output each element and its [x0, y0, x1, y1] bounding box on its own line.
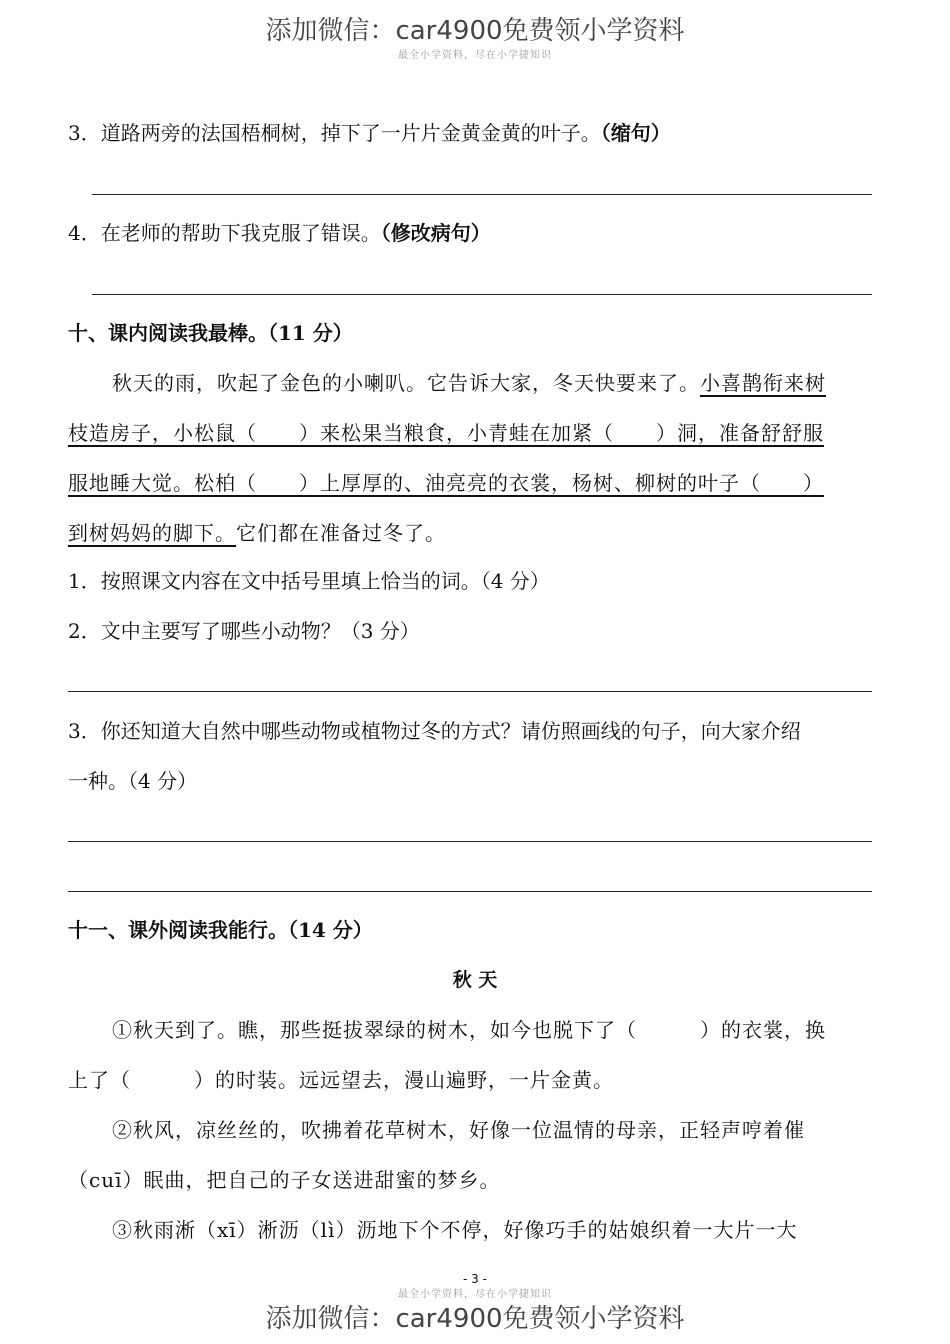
part9-q4 — [68, 220, 491, 246]
answer-line — [68, 891, 872, 892]
passage-title: 秋 天 — [452, 969, 498, 991]
answer-line — [68, 691, 872, 692]
part11-p3-line-1: ③秋雨淅（xī）淅沥（lì）沥地下个不停，好像巧手的姑娘织着一大片一大 — [112, 1218, 798, 1242]
watermark-top-sub: 最全小学资料，尽在小学捷知识 — [398, 50, 552, 61]
part10-heading: 十、课内阅读我最棒。（11 分） — [68, 321, 353, 345]
part9-q3-tag: （缩句） — [600, 121, 671, 145]
answer-line — [92, 194, 872, 195]
part11-p2-line-2: （cuī）眠曲，把自己的子女送进甜蜜的梦乡。 — [68, 1168, 501, 1192]
passage-line-2: 枝造房子，小松鼠（ ）来松果当粮食，小青蛙在加紧（ ）洞，准备舒舒服 — [68, 421, 824, 445]
passage-line-3: 服地睡大觉。松柏（ ）上厚厚的、油亮亮的衣裳，杨树、柳树的叶子（ ） — [68, 471, 824, 495]
part9-q3-text: 3．道路两旁的法国梧桐树，掉下了一片片金黄金黄的叶子。 — [68, 121, 601, 145]
part9-q3 — [68, 120, 671, 146]
watermark-bottom: 添加微信：car4900免费领小学资料 — [265, 1304, 685, 1334]
part10-q1: 1．按照课文内容在文中括号里填上恰当的词。（4 分） — [68, 569, 550, 593]
part11-p1-line-1: ①秋天到了。瞧，那些挺拔翠绿的树木，如今也脱下了（ ）的衣裳，换 — [112, 1018, 826, 1042]
watermark-top: 添加微信：car4900免费领小学资料 — [265, 16, 685, 46]
passage-line-1 — [112, 370, 826, 396]
watermark-bottom-sub: 最全小学资料，尽在小学捷知识 — [398, 1289, 552, 1300]
passage-line-1-plain: 秋天的雨，吹起了金色的小喇叭。它告诉大家，冬天快要来了。 — [112, 371, 700, 395]
passage-line-1-underlined: 小喜鹊衔来树 — [700, 371, 826, 395]
page-number: - 3 - — [463, 1272, 487, 1286]
part11-p2-line-1: ②秋风，凉丝丝的，吹拂着花草树木，好像一位温情的母亲，正轻声哼着催 — [112, 1118, 805, 1142]
part11-p1-line-2: 上了（ ）的时装。远远望去，漫山遍野，一片金黄。 — [68, 1068, 614, 1092]
answer-line — [92, 294, 872, 295]
passage-line-4 — [68, 520, 446, 546]
part10-q3-line-1: 3．你还知道大自然中哪些动物或植物过冬的方式？请仿照画线的句子，向大家介绍 — [68, 719, 801, 743]
part11-heading: 十一、课外阅读我能行。（14 分） — [68, 918, 373, 942]
passage-line-4-underlined: 到树妈妈的脚下。 — [68, 521, 236, 545]
part10-q2: 2．文中主要写了哪些小动物？（3 分） — [68, 619, 420, 643]
part9-q4-text: 4．在老师的帮助下我克服了错误。 — [68, 221, 381, 245]
part10-q3-line-2: 一种。（4 分） — [68, 769, 198, 793]
part9-q4-tag: （修改病句） — [380, 221, 491, 245]
passage-line-4-plain: 它们都在准备过冬了。 — [236, 521, 446, 545]
answer-line — [68, 841, 872, 842]
